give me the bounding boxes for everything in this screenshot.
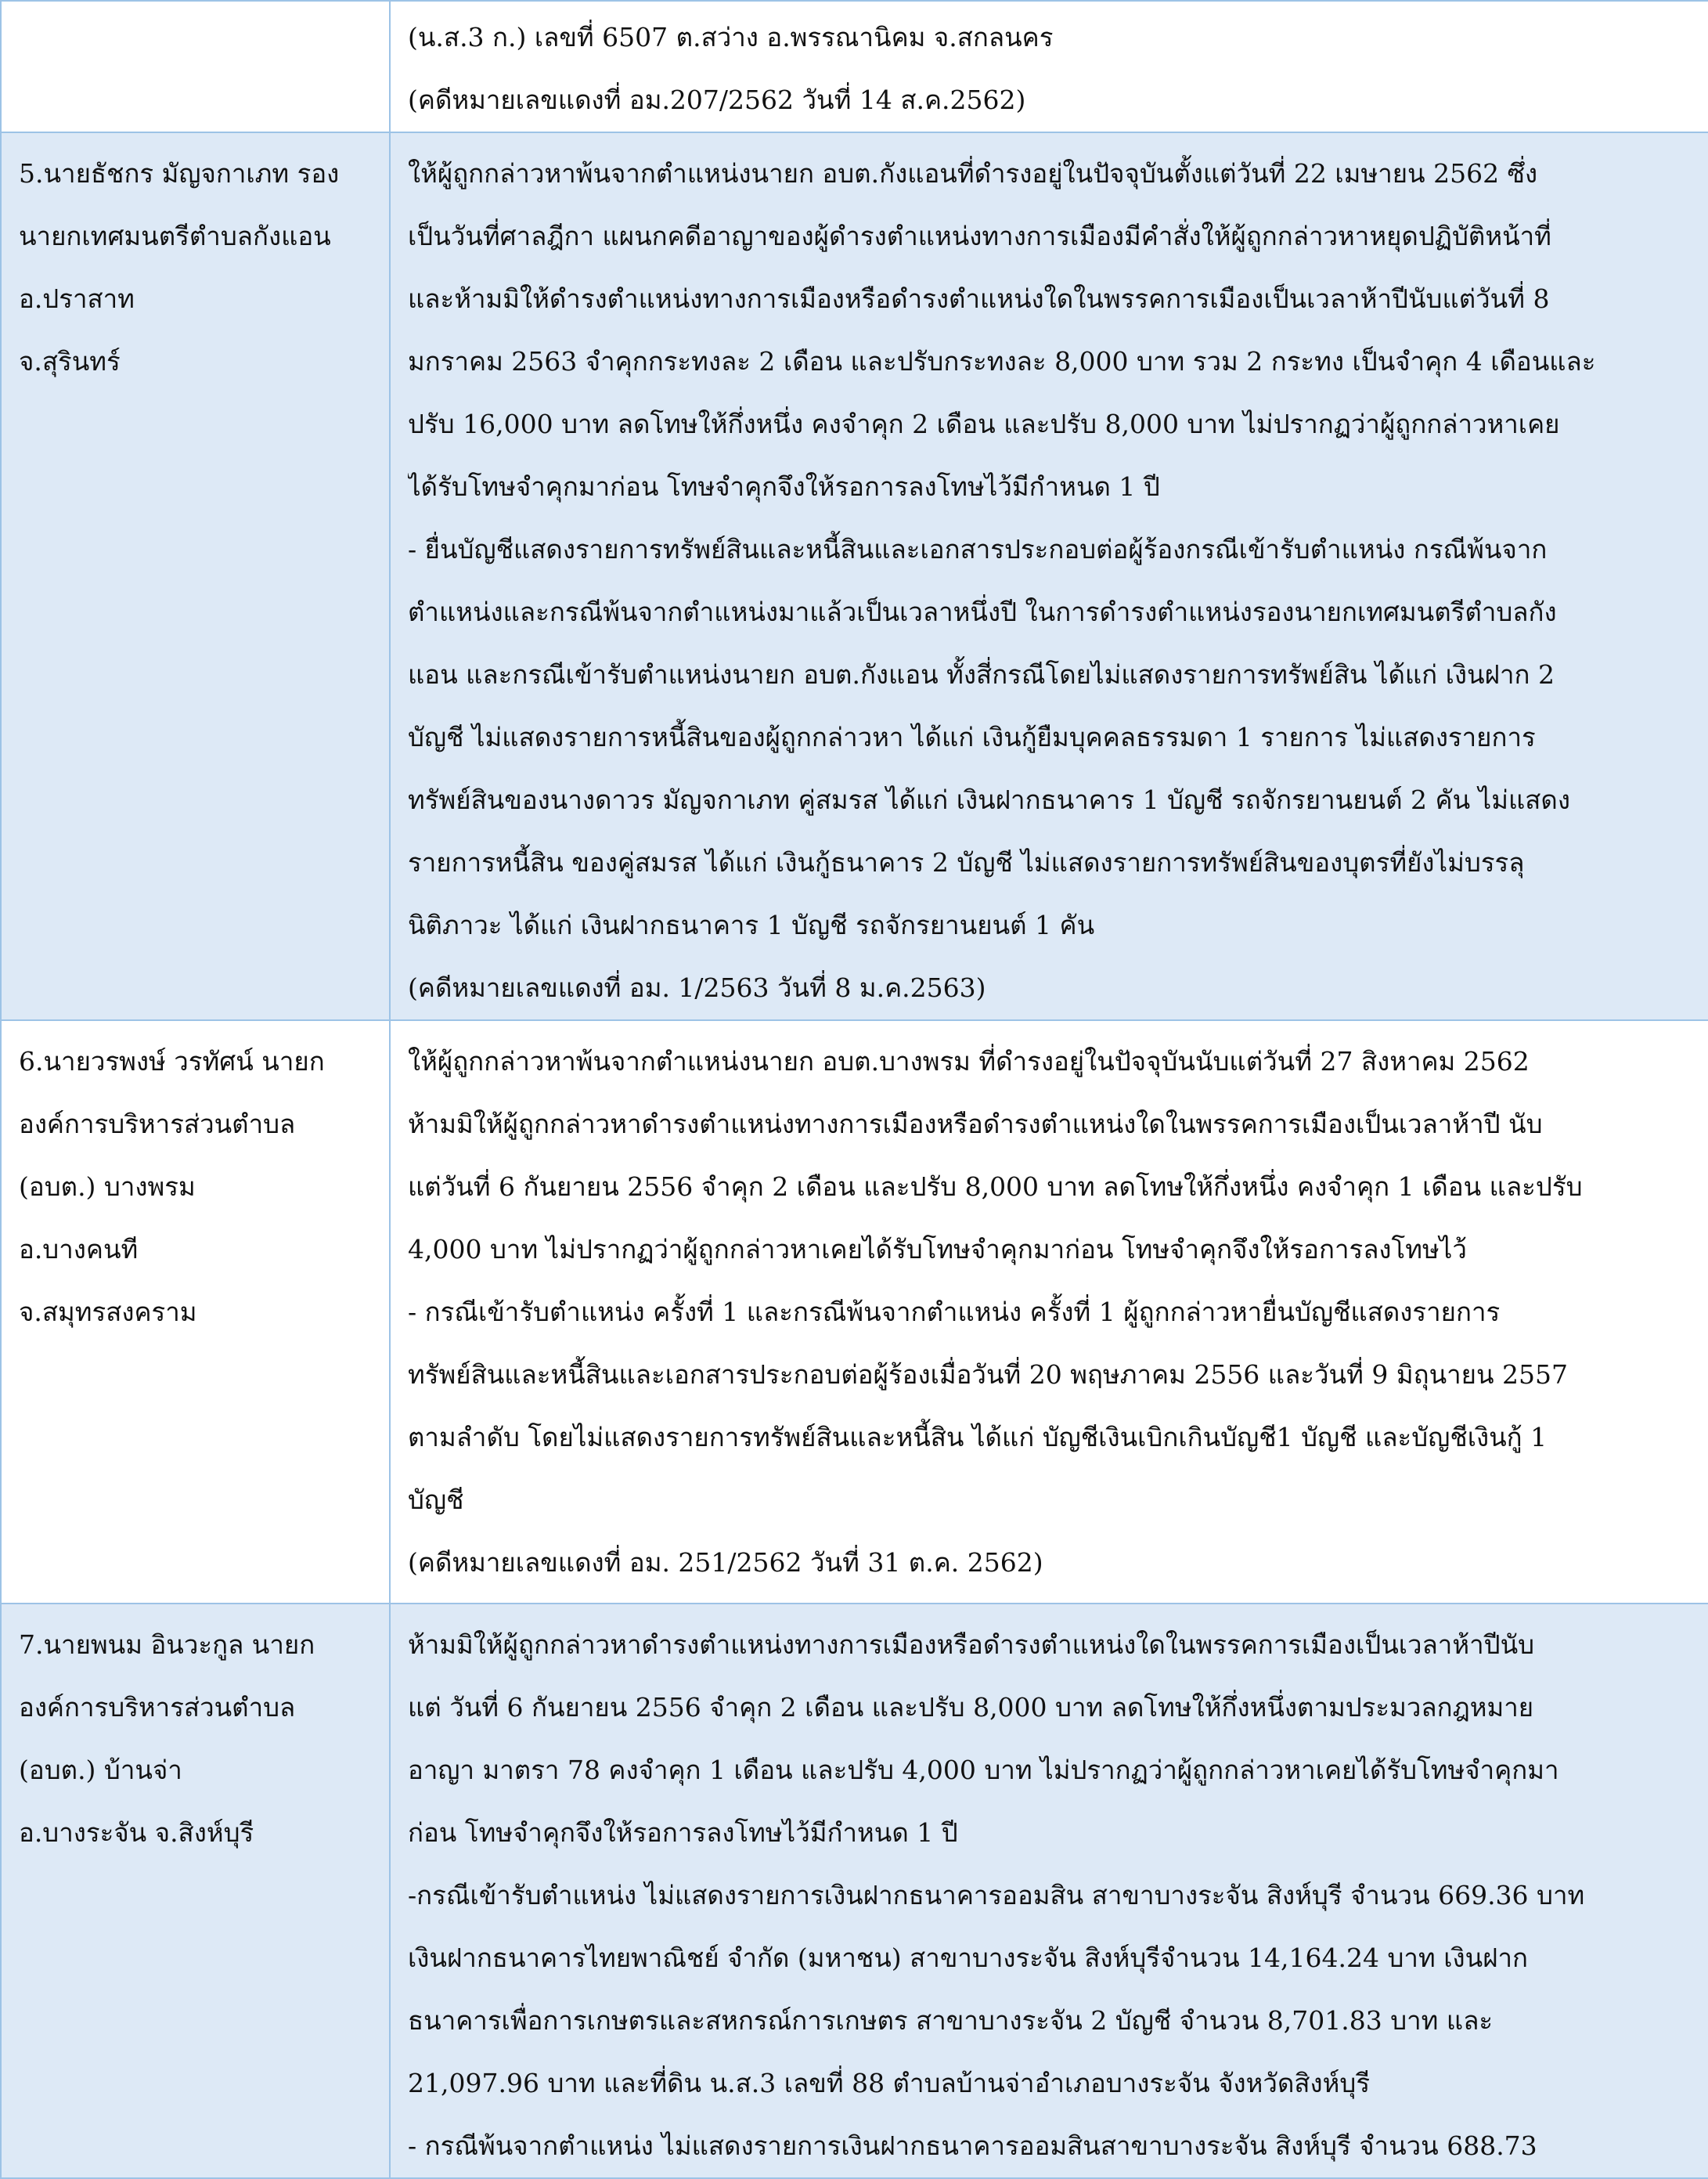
name-line: 6.นายวรพงษ์ วรทัศน์ นายก xyxy=(19,1046,325,1077)
detail-line: เงินฝากธนาคารไทยพาณิชย์ จำกัด (มหาชน) สาขาบางระจัน สิงห์บุรีจำนวน 14,164.24 บาท เงินฝาก xyxy=(408,1943,1528,1973)
detail-line: ให้ผู้ถูกกล่าวหาพ้นจากตำแหน่งนายก อบต.กังแอนที่ดำรงอยู่ในปัจจุบันตั้งแต่วันที่ 22 เมษายน 2562 ซึ่ง xyxy=(408,158,1538,189)
detail-line: แต่ วันที่ 6 กันยายน 2556 จำคุก 2 เดือน และปรับ 8,000 บาท ลดโทษให้กึ่งหนึ่งตามประมวลกฎหมาย xyxy=(408,1692,1534,1723)
detail-line: ปรับ 16,000 บาท ลดโทษให้กึ่งหนึ่ง คงจำคุก 2 เดือน และปรับ 8,000 บาท ไม่ปรากฏว่าผู้ถูกกล่าวหาเคย xyxy=(408,409,1560,439)
detail-line: บัญชี ไม่แสดงรายการหนี้สินของผู้ถูกกล่าวหา ได้แก่ เงินกู้ยืมบุคคลธรรมดา 1 รายการ ไม่แสดงรายการ xyxy=(408,722,1536,752)
detail-line: ก่อน โทษจำคุกจึงให้รอการลงโทษไว้มีกำหนด 1 ปี xyxy=(408,1817,958,1848)
detail-line: - กรณีเข้ารับตำแหน่ง ครั้งที่ 1 และกรณีพ้นจากตำแหน่ง ครั้งที่ 1 ผู้ถูกกล่าวหายื่นบัญชีแสดงรายการ xyxy=(408,1297,1501,1327)
detail-line: ทรัพย์สินและหนี้สินและเอกสารประกอบต่อผู้ร้องเมื่อวันที่ 20 พฤษภาคม 2556 และวันที่ 9 มิถุนายน 2557 xyxy=(408,1359,1569,1390)
case-number: (คดีหมายเลขแดงที่ อม.207/2562 วันที่ 14 ส.ค.2562) xyxy=(408,85,1026,115)
detail-cell xyxy=(390,1604,1708,2178)
detail-line: รายการหนี้สิน ของคู่สมรส ได้แก่ เงินกู้ธนาคาร 2 บัญชี ไม่แสดงรายการทรัพย์สินของบุตรที่ยังไม่บรรลุ xyxy=(408,847,1525,878)
detail-line: และห้ามมิให้ดำรงตำแหน่งทางการเมืองหรือดำรงตำแหน่งใดในพรรคการเมืองเป็นเวลาห้าปีนับแต่วันที่ 8 xyxy=(408,283,1550,314)
detail-line: แอน และกรณีเข้ารับตำแหน่งนายก อบต.กังแอน ทั้งสี่กรณีโดยไม่แสดงรายการทรัพย์สิน ได้แก่ เงินฝาก 2 xyxy=(408,659,1555,690)
table-row xyxy=(1,1,1708,132)
name-cell xyxy=(1,1020,390,1604)
detail-line: มกราคม 2563 จำคุกกระทงละ 2 เดือน และปรับกระทงละ 8,000 บาท รวม 2 กระทง เป็นจำคุก 4 เดือนและ xyxy=(408,346,1596,377)
detail-line: -กรณีเข้ารับตำแหน่ง ไม่แสดงรายการเงินฝากธนาคารออมสิน สาขาบางระจัน สิงห์บุรี จำนวน 669.36 บาท xyxy=(408,1880,1585,1910)
detail-line: บัญชี xyxy=(408,1485,464,1515)
case-number: (คดีหมายเลขแดงที่ อม. 1/2563 วันที่ 8 ม.ค.2563) xyxy=(408,972,986,1003)
detail-line: แต่วันที่ 6 กันยายน 2556 จำคุก 2 เดือน และปรับ 8,000 บาท ลดโทษให้กึ่งหนึ่ง คงจำคุก 1 เดือน และปรับ xyxy=(408,1171,1583,1202)
name-line: นายกเทศมนตรีตำบลกังแอน xyxy=(19,221,331,251)
detail-line: (น.ส.3 ก.) เลขที่ 6507 ต.สว่าง อ.พรรณานิคม จ.สกลนคร xyxy=(408,22,1054,52)
name-line: จ.สุรินทร์ xyxy=(19,346,121,377)
name-cell xyxy=(1,1,390,132)
detail-line: ห้ามมิให้ผู้ถูกกล่าวหาดำรงตำแหน่งทางการเมืองหรือดำรงตำแหน่งใดในพรรคการเมืองเป็นเวลาห้าปีนับ xyxy=(408,1629,1535,1660)
detail-line: ธนาคารเพื่อการเกษตรและสหกรณ์การเกษตร สาขาบางระจัน 2 บัญชี จำนวน 8,701.83 บาท และ xyxy=(408,2005,1494,2036)
detail-line: ได้รับโทษจำคุกมาก่อน โทษจำคุกจึงให้รอการลงโทษไว้มีกำหนด 1 ปี xyxy=(408,471,1160,502)
detail-cell xyxy=(390,132,1708,1020)
table-row xyxy=(1,1604,1708,2178)
name-line: อ.บางระจัน จ.สิงห์บุรี xyxy=(19,1817,254,1848)
name-line: (อบต.) บางพรม xyxy=(19,1171,196,1202)
detail-line: ห้ามมิให้ผู้ถูกกล่าวหาดำรงตำแหน่งทางการเมืองหรือดำรงตำแหน่งใดในพรรคการเมืองเป็นเวลาห้าปี นับ xyxy=(408,1109,1543,1139)
name-line: อ.บางคนที xyxy=(19,1234,139,1264)
detail-line: - ยื่นบัญชีแสดงรายการทรัพย์สินและหนี้สินและเอกสารประกอบต่อผู้ร้องกรณีเข้ารับตำแหน่ง กรณีพ้นจาก xyxy=(408,534,1548,565)
detail-cell xyxy=(390,1,1708,132)
table-row xyxy=(1,132,1708,1020)
name-line: 5.นายธัชกร มัญจกาเภท รอง xyxy=(19,158,340,189)
detail-line: นิติภาวะ ได้แก่ เงินฝากธนาคาร 1 บัญชี รถจักรยานยนต์ 1 คัน xyxy=(408,910,1095,940)
table-row xyxy=(1,1020,1708,1604)
detail-line: ทรัพย์สินของนางดาวร มัญจกาเภท คู่สมรส ได้แก่ เงินฝากธนาคาร 1 บัญชี รถจักรยานยนต์ 2 คัน ไม่แสดง xyxy=(408,785,1570,815)
name-line: จ.สมุทรสงคราม xyxy=(19,1297,197,1327)
case-number: (คดีหมายเลขแดงที่ อม. 251/2562 วันที่ 31 ต.ค. 2562) xyxy=(408,1547,1043,1578)
detail-line: ตามลำดับ โดยไม่แสดงรายการทรัพย์สินและหนี้สิน ได้แก่ บัญชีเงินเบิกเกินบัญชี1 บัญชี และบัญชีเงินกู้ 1 xyxy=(408,1422,1548,1452)
name-line: องค์การบริหารส่วนตำบล xyxy=(19,1692,296,1723)
name-cell xyxy=(1,132,390,1020)
detail-line: 21,097.96 บาท และที่ดิน น.ส.3 เลขที่ 88 ตำบลบ้านจ่าอำเภอบางระจัน จังหวัดสิงห์บุรี xyxy=(408,2068,1371,2098)
detail-line: ตำแหน่งและกรณีพ้นจากตำแหน่งมาแล้วเป็นเวลาหนึ่งปี ในการดำรงตำแหน่งรองนายกเทศมนตรีตำบลกัง xyxy=(408,597,1557,627)
detail-line: อาญา มาตรา 78 คงจำคุก 1 เดือน และปรับ 4,000 บาท ไม่ปรากฏว่าผู้ถูกกล่าวหาเคยได้รับโทษจำคุกมา xyxy=(408,1755,1559,1785)
detail-line: เป็นวันที่ศาลฎีกา แผนกคดีอาญาของผู้ดำรงตำแหน่งทางการเมืองมีคำสั่งให้ผู้ถูกกล่าวหาหยุดปฏิบัติหน้าที่ xyxy=(408,221,1551,251)
name-line: อ.ปราสาท xyxy=(19,283,135,314)
name-line: องค์การบริหารส่วนตำบล xyxy=(19,1109,296,1139)
detail-line: 4,000 บาท ไม่ปรากฏว่าผู้ถูกกล่าวหาเคยได้รับโทษจำคุกมาก่อน โทษจำคุกจึงให้รอการลงโทษไว้ xyxy=(408,1234,1467,1264)
detail-line: ให้ผู้ถูกกล่าวหาพ้นจากตำแหน่งนายก อบต.บางพรม ที่ดำรงอยู่ในปัจจุบันนับแต่วันที่ 27 สิงหาคม 2562 xyxy=(408,1046,1530,1077)
detail-line: - กรณีพ้นจากตำแหน่ง ไม่แสดงรายการเงินฝากธนาคารออมสินสาขาบางระจัน สิงห์บุรี จำนวน 688.73 xyxy=(408,2130,1537,2161)
detail-cell xyxy=(390,1020,1708,1604)
name-line: (อบต.) บ้านจ่า xyxy=(19,1755,182,1785)
name-line: 7.นายพนม อินวะกูล นายก xyxy=(19,1629,315,1660)
name-cell xyxy=(1,1604,390,2178)
